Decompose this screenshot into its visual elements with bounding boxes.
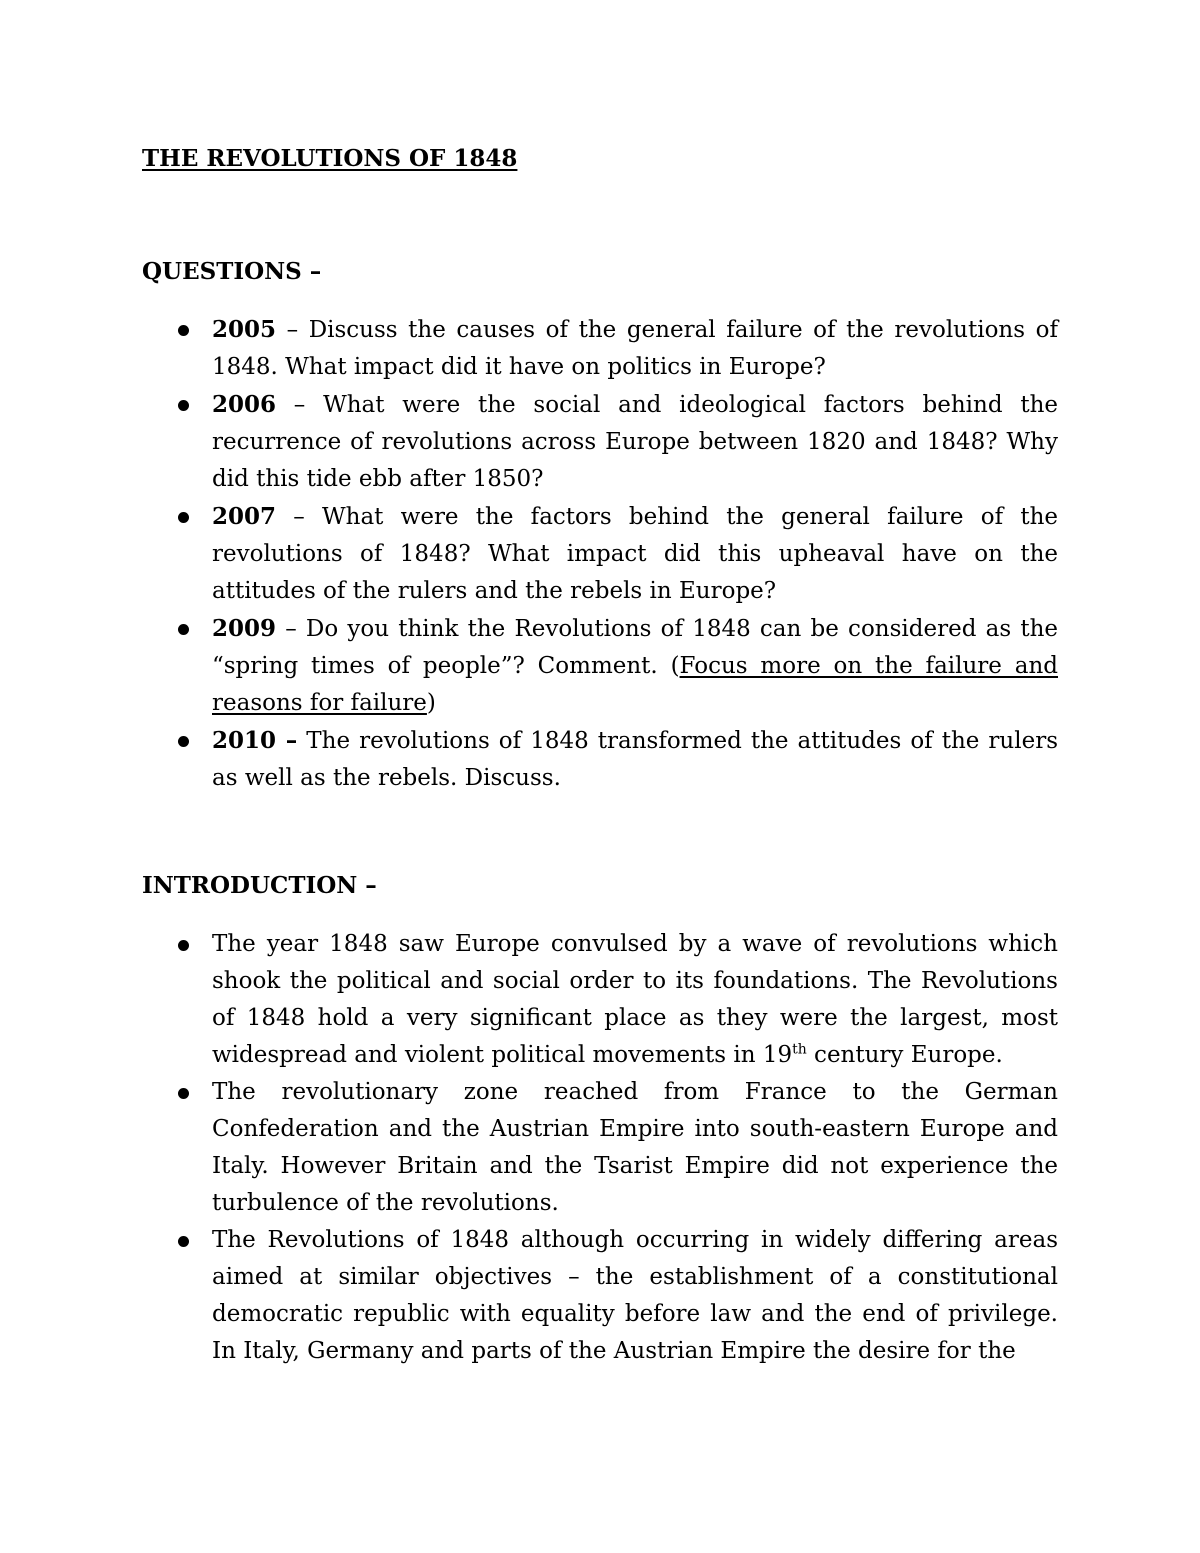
question-separator: –	[276, 392, 324, 418]
intro-superscript: th	[792, 1041, 807, 1058]
question-separator: –	[276, 317, 309, 343]
bullet-icon	[178, 1088, 189, 1099]
question-text: The revolutions of 1848 transformed the attitudes of the rulers as well as the rebels. Discuss.	[212, 728, 1059, 791]
intro-text: The revolutionary zone reached from France to the German Confederation and the Austrian Empire into south-eastern Europe and Italy. However Britain and the Tsarist Empire did not experience the turbulence of the revolutions.	[212, 1079, 1058, 1216]
question-separator: –	[276, 504, 322, 530]
question-year: 2005	[212, 316, 277, 343]
introduction-heading: INTRODUCTION –	[142, 872, 377, 899]
question-item	[0, 722, 1058, 797]
intro-item	[0, 926, 1058, 1074]
question-item	[0, 610, 1058, 722]
question-note: Focus more on the failure and reasons for failure	[212, 653, 1058, 716]
bullet-icon	[178, 624, 189, 635]
question-year: 2006	[212, 391, 277, 418]
intro-item	[0, 1222, 1058, 1370]
intro-text-end: century Europe.	[806, 1042, 1003, 1068]
bullet-icon	[178, 400, 189, 411]
document-title: THE REVOLUTIONS OF 1848	[142, 145, 518, 172]
questions-heading: QUESTIONS –	[142, 258, 322, 285]
question-item	[0, 498, 1058, 610]
bullet-icon	[178, 325, 189, 336]
bullet-icon	[178, 736, 189, 747]
bullet-icon	[178, 940, 189, 951]
question-text-end: )	[426, 690, 436, 716]
bullet-icon	[178, 1236, 189, 1247]
question-year: 2009	[212, 615, 277, 642]
bullet-icon	[178, 512, 189, 523]
intro-text: The year 1848 saw Europe convulsed by a wave of revolutions which shook the political and social order to its foundations. The Revolutions of 1848 hold a very significant place as they were the largest, most widespread and violent political movements in 19	[212, 931, 1058, 1068]
question-separator	[297, 728, 306, 754]
question-year: 2010 –	[212, 727, 298, 754]
question-text: What were the factors behind the general failure of the revolutions of 1848? What impact did this upheaval have on the attitudes of the rulers and the rebels in Europe?	[212, 504, 1059, 604]
question-year: 2007	[212, 503, 277, 530]
intro-item	[0, 1074, 1058, 1222]
introduction-list	[0, 926, 1200, 1370]
question-text: Do you think the Revolutions of 1848 can be considered as the “spring times of people”? Comment. (	[212, 616, 1058, 679]
question-item	[0, 386, 1058, 498]
intro-text: The Revolutions of 1848 although occurring in widely differing areas aimed at similar objectives – the establishment of a constitutional democratic republic with equality before law and the end of privilege. In Italy, Germany and parts of the Austrian Empire the desire for the	[212, 1227, 1058, 1364]
questions-list	[0, 311, 1200, 797]
question-text: Discuss the causes of the general failure of the revolutions of 1848. What impact did it have on politics in Europe?	[212, 317, 1058, 380]
question-item	[0, 311, 1058, 386]
question-separator: –	[276, 616, 306, 642]
question-text: What were the social and ideological factors behind the recurrence of revolutions across Europe between 1820 and 1848? Why did this tide ebb after 1850?	[212, 392, 1058, 492]
